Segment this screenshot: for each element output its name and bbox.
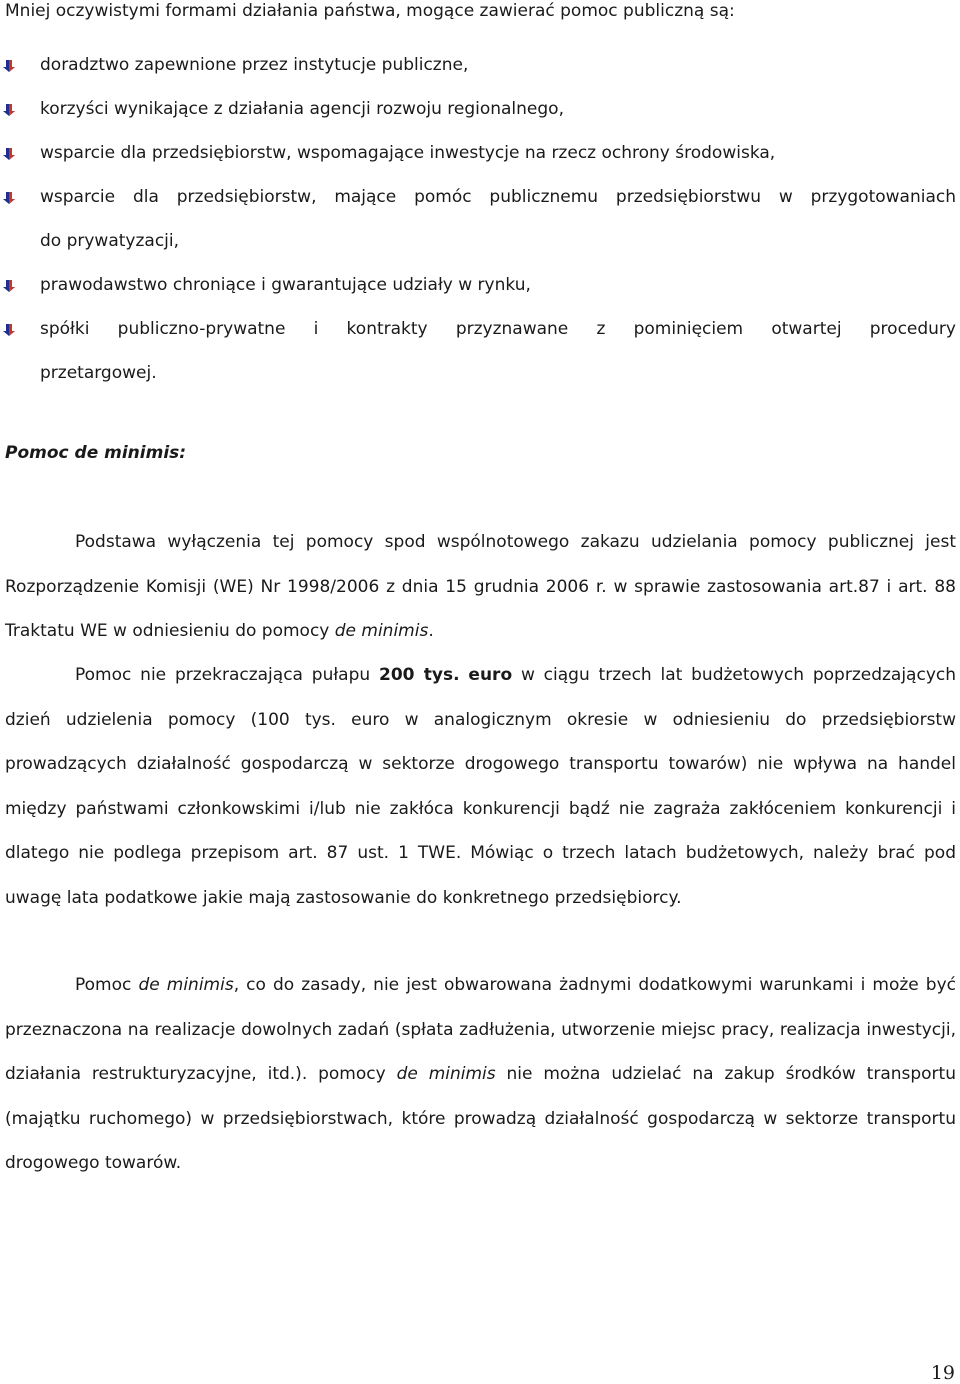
paragraph-text: w ciągu trzech lat budżetowych poprzedzających dzień udzielenia pomocy (100 tys. euro w analogicznym okresie w odniesieniu do przedsiębiorstw prowadzących działalność gospodarczą w sektorze drogowego transportu towarów) nie wpływa na handel między państwami członkowskimi i/lub nie zakłóca konkurencji bądź nie zagraża zakłóceniem konkurencji i dlatego nie podlega przepisom art. 87 ust. 1 TWE. Mówiąc o trzech latach budżetowych, należy brać pod uwagę lata podatkowe jakie mają zastosowanie do konkretnego przedsiębiorcy. <box>5 665 957 908</box>
paragraph-text: . <box>428 621 434 641</box>
list-item-text-line2: do prywatyzacji, <box>40 231 180 251</box>
arrow-bullet-icon <box>2 59 16 73</box>
bold-currency: euro <box>468 665 513 685</box>
arrow-bullet-icon <box>2 147 16 161</box>
section-heading: Pomoc de minimis: <box>5 443 187 463</box>
forms-list <box>0 43 960 395</box>
list-item <box>0 131 960 175</box>
arrow-bullet-icon <box>2 279 16 293</box>
bold-amount: 200 tys. <box>378 665 460 685</box>
intro-text: Mniej oczywistymi formami działania państwa, mogące zawierać pomoc publiczną są: <box>5 1 735 21</box>
paragraph-purpose <box>5 963 956 1186</box>
list-item <box>0 263 960 307</box>
list-item-text: korzyści wynikające z działania agencji rozwoju regionalnego, <box>40 99 564 119</box>
page-number: 19 <box>930 1362 955 1384</box>
italic-term: de minimis <box>396 1064 496 1084</box>
list-item <box>0 175 960 263</box>
arrow-bullet-icon <box>2 103 16 117</box>
list-item <box>0 307 960 395</box>
paragraph-text: Pomoc nie przekraczająca pułapu <box>75 665 379 685</box>
paragraph-text: Pomoc <box>75 975 139 995</box>
paragraph-text: , co do zasady, nie jest obwarowana żadnymi dodatkowymi warunkami i może być przeznaczona na realizacje dowolnych zadań (spłata zadłużenia, utworzenie miejsc pracy, realizacja inwestycji, działania restrukturyzacyjne, itd.). pomocy <box>5 975 957 1084</box>
arrow-bullet-icon <box>2 323 16 337</box>
paragraph-threshold <box>5 653 956 920</box>
paragraph-text: Podstawa wyłączenia tej pomocy spod wspólnotowego zakazu udzielania pomocy publicznej jest Rozporządzenie Komisji (WE) Nr 1998/2006 z dnia 15 grudnia 2006 r. w sprawie zastosowania art.87 i art. 88 Traktatu WE w odniesieniu do pomocy <box>5 532 956 641</box>
italic-term: de minimis <box>138 975 234 995</box>
paragraph-text: nie można udzielać na zakup środków transportu (majątku ruchomego) w przedsiębiorstwach, które prowadzą działalność gospodarczą w sektorze transportu drogowego towarów. <box>5 1064 956 1173</box>
list-item-text: prawodawstwo chroniące i gwarantujące udziały w rynku, <box>40 275 531 295</box>
italic-term: de minimis <box>334 621 429 641</box>
list-item-text: wsparcie dla przedsiębiorstw, wspomagające inwestycje na rzecz ochrony środowiska, <box>40 143 776 163</box>
list-item-text-line1: wsparcie dla przedsiębiorstw, mające pomóc publicznemu przedsiębiorstwu w przygotowaniach <box>40 187 956 207</box>
list-item <box>0 43 960 87</box>
list-item-text-line1: spółki publiczno-prywatne i kontrakty przyznawane z pominięciem otwartej procedury <box>40 319 956 339</box>
list-item <box>0 87 960 131</box>
list-item-text: doradztwo zapewnione przez instytucje publiczne, <box>40 55 469 75</box>
list-item-text-line2: przetargowej. <box>40 363 157 383</box>
arrow-bullet-icon <box>2 191 16 205</box>
paragraph-legal-basis <box>5 520 956 654</box>
